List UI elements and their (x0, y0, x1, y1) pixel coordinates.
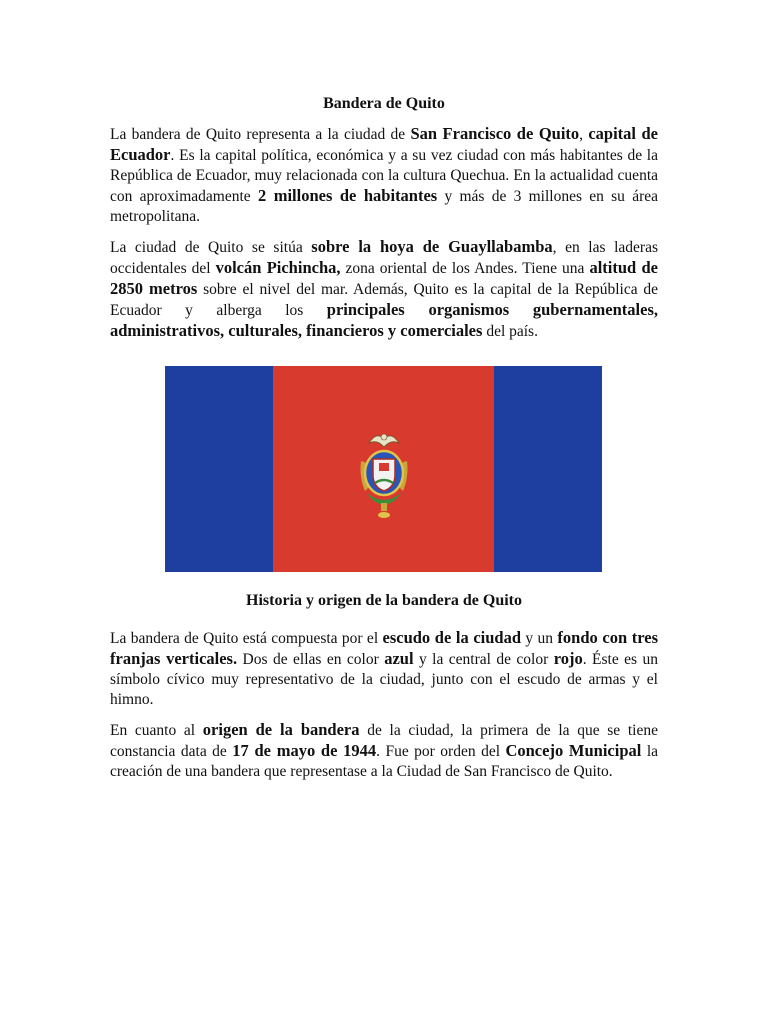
text-run: En cuanto al (110, 722, 203, 739)
text-run: , en las laderas occidentales del (110, 239, 658, 277)
text-run: la creación de una bandera que representase a la Ciudad de San Francisco de Quito. (110, 743, 659, 780)
composition-paragraph (110, 628, 658, 710)
text-run: sobre el nivel del mar. Además, Quito es la capital de la República de Ecuador y alberga los (110, 281, 658, 319)
quito-flag-image (165, 366, 602, 572)
text-run: y un (521, 630, 558, 647)
text-run: y la central de color (413, 651, 554, 668)
text-run: Dos de ellas en color (237, 651, 385, 668)
bold-text-run: escudo de la ciudad (382, 628, 522, 647)
text-run: zona oriental de los Andes. Tiene una (340, 260, 590, 277)
intro-paragraph (110, 124, 658, 227)
origin-paragraph (110, 720, 658, 782)
text-run: . Fue por orden del (376, 743, 506, 760)
coat-of-arms-icon (355, 417, 413, 521)
bold-text-run: rojo (553, 649, 583, 668)
bold-text-run: volcán Pichincha, (215, 258, 341, 277)
text-run: . Éste es un símbolo cívico muy representativo de la ciudad, junto con el escudo de armas y el himno. (110, 651, 658, 708)
bold-text-run: principales organismos gubernamentales, administrativos, culturales, financieros y comerciales (110, 300, 659, 340)
bold-text-run: 17 de mayo de 1944 (232, 741, 377, 760)
flag-center-red-stripe (273, 366, 494, 572)
bold-text-run: 2 millones de habitantes (257, 186, 438, 205)
bold-text-run: altitud de 2850 metros (110, 258, 659, 298)
bold-text-run: sobre la hoya de Guayllabamba (311, 237, 553, 256)
location-paragraph (110, 237, 658, 342)
text-run: . Es la capital política, económica y a su vez ciudad con más habitantes de la República de Ecuador, muy relacionada con la cultura Quechua. En la actualidad cuenta con aproximadamente (110, 147, 658, 205)
bold-text-run: azul (384, 649, 414, 668)
bold-text-run: fondo con tres franjas verticales. (110, 628, 658, 668)
bold-text-run: Concejo Municipal (505, 741, 642, 760)
flag-right-blue-stripe (494, 366, 602, 572)
text-run: La bandera de Quito representa a la ciudad de (110, 126, 411, 143)
text-run: y más de 3 millones en su área metropolitana. (110, 188, 658, 225)
history-heading: Historia y origen de la bandera de Quito (246, 592, 522, 609)
bold-text-run: origen de la bandera (202, 720, 360, 739)
text-run: , (579, 126, 589, 143)
page-title: Bandera de Quito (323, 95, 445, 112)
bold-text-run: capital de Ecuador (110, 124, 659, 164)
flag-left-blue-stripe (165, 366, 273, 572)
text-run: de la ciudad, la primera de la que se tiene constancia data de (110, 722, 658, 760)
bold-text-run: San Francisco de Quito (410, 124, 580, 143)
text-run: La ciudad de Quito se sitúa (110, 239, 312, 256)
text-run: del país. (482, 323, 538, 340)
text-run: La bandera de Quito está compuesta por el (110, 630, 383, 647)
